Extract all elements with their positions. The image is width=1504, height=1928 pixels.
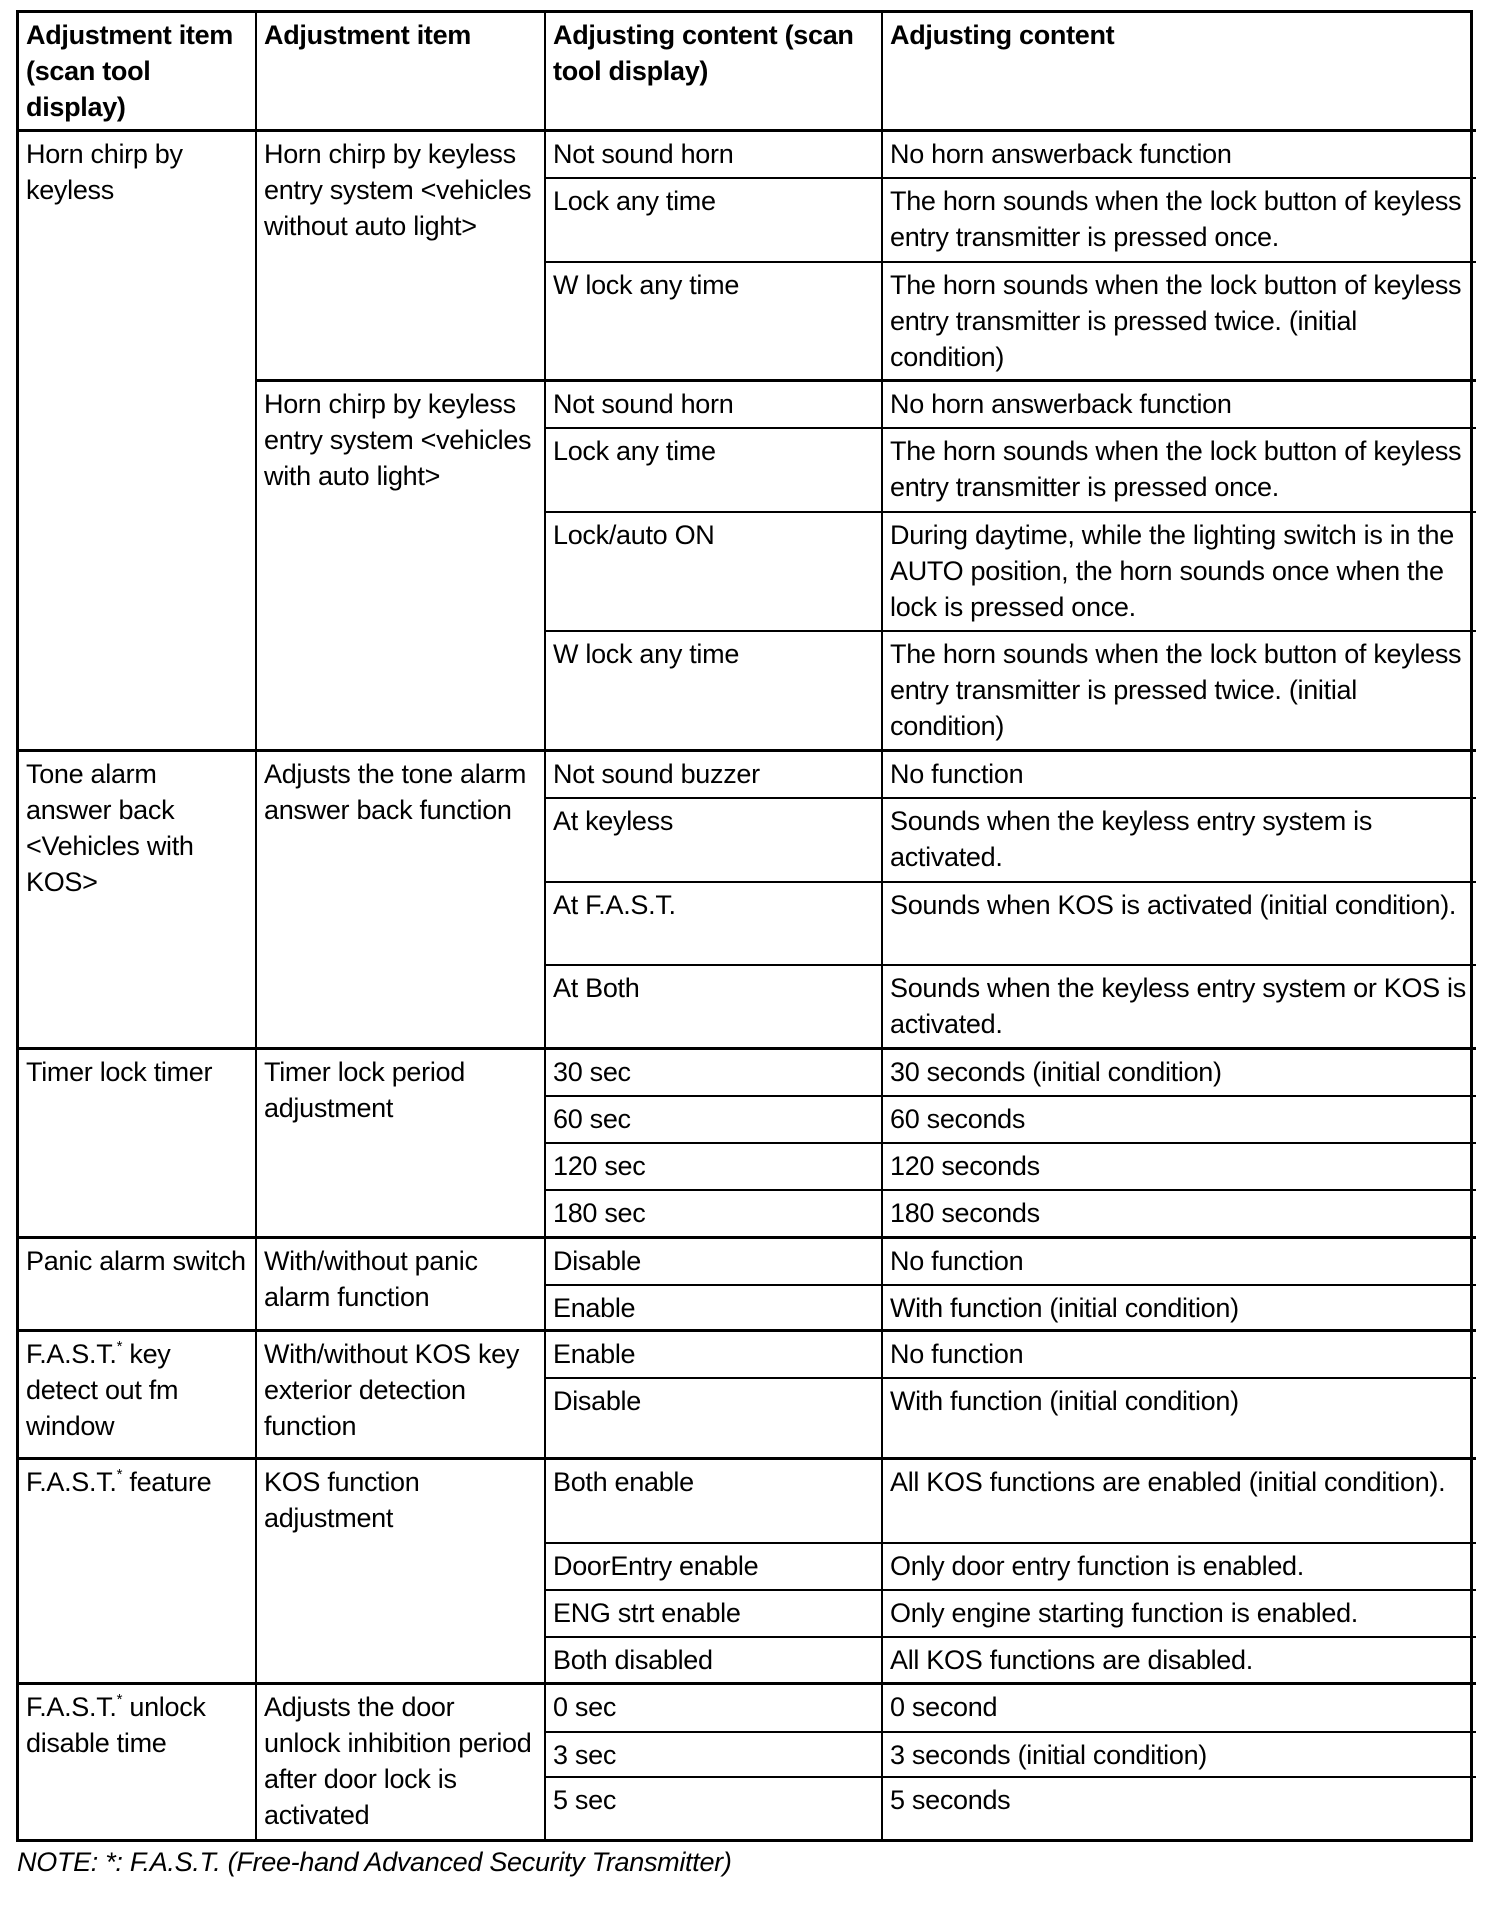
content-cell: No function [883, 1332, 1476, 1379]
content-cell: Sounds when the keyless entry system or KOS is activated. [883, 966, 1476, 1050]
content-cell: The horn sounds when the lock button of keyless entry transmitter is pressed twice. (initial condition) [883, 263, 1476, 382]
scan-option-cell: 120 sec [546, 1144, 883, 1191]
scan-option-cell: 30 sec [546, 1050, 883, 1097]
scan-option-cell: DoorEntry enable [546, 1544, 883, 1591]
scan-option-cell: 3 sec [546, 1733, 883, 1778]
scan-option-cell: Both enable [546, 1460, 883, 1544]
item-scan-suffix: feature [122, 1467, 212, 1497]
content-cell: All KOS functions are disabled. [883, 1638, 1476, 1685]
scan-option-cell: Disable [546, 1379, 883, 1460]
content-cell: Sounds when the keyless entry system is activated. [883, 799, 1476, 883]
item-scan-cell: Timer lock timer [19, 1050, 257, 1239]
item-scan-cell: Panic alarm switch [19, 1239, 257, 1332]
footnote-marker: * [116, 1466, 123, 1483]
content-cell: No horn answerback function [883, 132, 1476, 179]
scan-option-cell: 0 sec [546, 1685, 883, 1733]
header-cell: Adjusting content [883, 13, 1476, 132]
scan-option-cell: Disable [546, 1239, 883, 1286]
content-cell: The horn sounds when the lock button of keyless entry transmitter is pressed once. [883, 179, 1476, 263]
content-cell: The horn sounds when the lock button of keyless entry transmitter is pressed once. [883, 429, 1476, 513]
item-scan-cell: Tone alarm answer back <Vehicles with KOS> [19, 752, 257, 1050]
scan-option-cell: At keyless [546, 799, 883, 883]
footnote-marker: * [116, 1338, 123, 1355]
content-cell: All KOS functions are enabled (initial condition). [883, 1460, 1476, 1544]
footnote: NOTE: *: F.A.S.T. (Free-hand Advanced Security Transmitter) [17, 1847, 732, 1877]
item-cell: Timer lock period adjustment [257, 1050, 546, 1239]
item-cell: With/without panic alarm function [257, 1239, 546, 1332]
content-cell: 180 seconds [883, 1191, 1476, 1239]
content-cell: Sounds when KOS is activated (initial condition). [883, 883, 1476, 966]
item-scan-cell: Horn chirp by keyless [19, 132, 257, 752]
content-cell: 60 seconds [883, 1097, 1476, 1144]
content-cell: 3 seconds (initial condition) [883, 1733, 1476, 1778]
fast-label: F.A.S.T. [26, 1467, 117, 1497]
item-cell: Horn chirp by keyless entry system <vehicles without auto light> [257, 132, 546, 382]
scan-option-cell: Not sound horn [546, 132, 883, 179]
header-cell: Adjustment item [257, 13, 546, 132]
fast-label: F.A.S.T. [26, 1692, 117, 1722]
content-cell: No function [883, 752, 1476, 799]
item-scan-suffix: unlock disable time [26, 1692, 206, 1758]
content-cell: Only engine starting function is enabled. [883, 1591, 1476, 1638]
scan-option-cell: At F.A.S.T. [546, 883, 883, 966]
scan-option-cell: W lock any time [546, 632, 883, 752]
scan-option-cell: Lock/auto ON [546, 513, 883, 632]
item-scan-cell [19, 1332, 257, 1460]
scan-option-cell: W lock any time [546, 263, 883, 382]
scan-option-cell: Lock any time [546, 179, 883, 263]
scan-option-cell: Enable [546, 1286, 883, 1332]
content-cell: During daytime, while the lighting switch is in the AUTO position, the horn sounds once when the lock is pressed once. [883, 513, 1476, 632]
content-cell: 0 second [883, 1685, 1476, 1733]
scan-option-cell: Enable [546, 1332, 883, 1379]
scan-option-cell: 180 sec [546, 1191, 883, 1239]
header-cell: Adjustment item (scan tool display) [19, 13, 257, 132]
fast-label: F.A.S.T. [26, 1339, 117, 1369]
item-scan-cell [19, 1460, 257, 1685]
item-cell: With/without KOS key exterior detection function [257, 1332, 546, 1460]
item-cell: Adjusts the door unlock inhibition period after door lock is activated [257, 1685, 546, 1839]
content-cell: With function (initial condition) [883, 1379, 1476, 1460]
content-cell: 120 seconds [883, 1144, 1476, 1191]
footnote-marker: * [116, 1691, 123, 1708]
content-cell: With function (initial condition) [883, 1286, 1476, 1332]
item-scan-suffix: key detect out fm window [26, 1339, 179, 1441]
scan-option-cell: 5 sec [546, 1778, 883, 1839]
adjustment-table [16, 10, 1473, 1842]
item-cell: Adjusts the tone alarm answer back function [257, 752, 546, 1050]
content-cell: The horn sounds when the lock button of keyless entry transmitter is pressed twice. (initial condition) [883, 632, 1476, 752]
item-cell: Horn chirp by keyless entry system <vehicles with auto light> [257, 382, 546, 752]
content-cell: Only door entry function is enabled. [883, 1544, 1476, 1591]
item-cell: KOS function adjustment [257, 1460, 546, 1685]
scan-option-cell: Not sound buzzer [546, 752, 883, 799]
scan-option-cell: ENG strt enable [546, 1591, 883, 1638]
content-cell: 5 seconds [890, 1785, 1011, 1815]
scan-option-cell: Lock any time [546, 429, 883, 513]
scan-option-cell: At Both [546, 966, 883, 1050]
content-cell: 30 seconds (initial condition) [883, 1050, 1476, 1097]
content-cell: No function [883, 1239, 1476, 1286]
item-scan-cell [19, 1685, 257, 1839]
scan-option-cell: Both disabled [546, 1638, 883, 1685]
header-cell: Adjusting content (scan tool display) [546, 13, 883, 132]
scan-option-cell: Not sound horn [546, 382, 883, 429]
scan-option-cell: 60 sec [546, 1097, 883, 1144]
content-cell: No horn answerback function [883, 382, 1476, 429]
